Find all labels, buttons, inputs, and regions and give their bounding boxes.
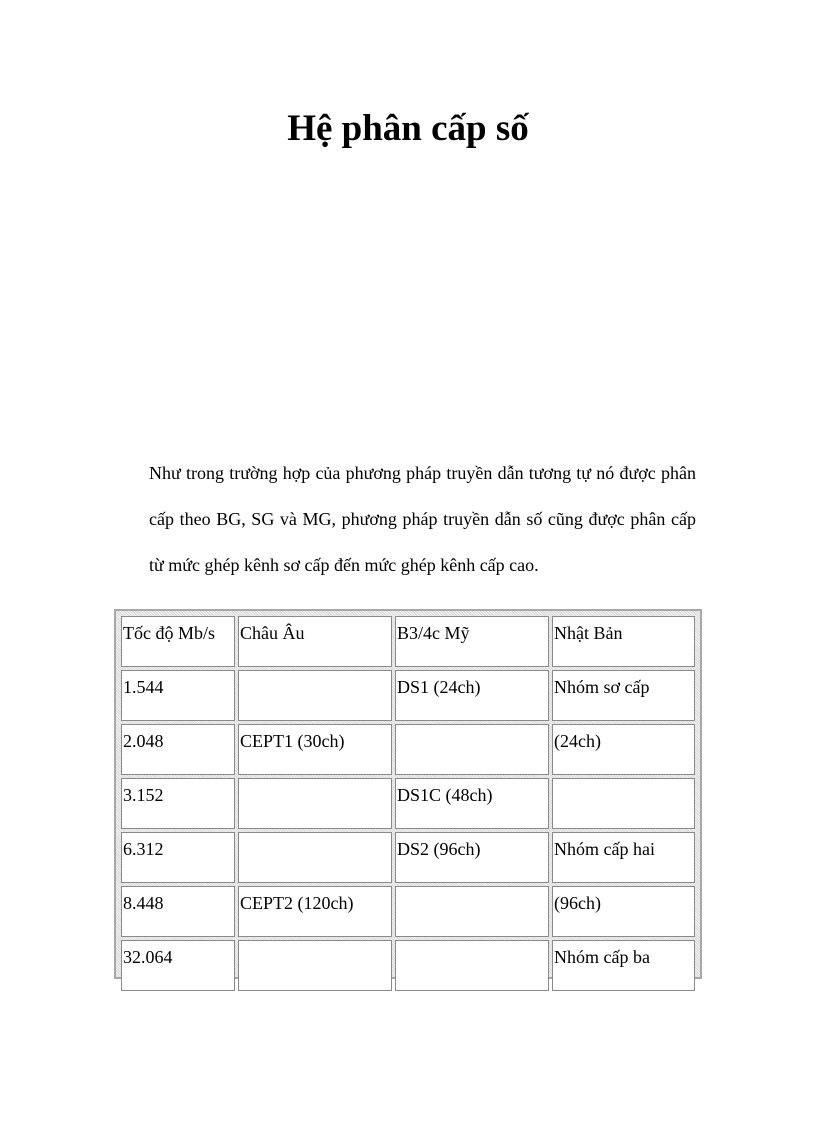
table-cell: 32.064 xyxy=(121,940,235,991)
table-cell: DS1C (48ch) xyxy=(395,778,549,829)
table-row xyxy=(121,724,695,775)
table-row xyxy=(121,778,695,829)
table-cell: (24ch) xyxy=(552,724,695,775)
table-cell xyxy=(238,940,392,991)
table-cell xyxy=(238,832,392,883)
table-cell xyxy=(395,940,549,991)
table-cell: 6.312 xyxy=(121,832,235,883)
table-cell xyxy=(552,778,695,829)
table-cell xyxy=(395,724,549,775)
table-cell xyxy=(238,778,392,829)
table-header-row xyxy=(121,616,695,667)
table-cell: 1.544 xyxy=(121,670,235,721)
table-cell: (96ch) xyxy=(552,886,695,937)
table-cell: Nhóm cấp ba xyxy=(552,940,695,991)
table-cell: DS1 (24ch) xyxy=(395,670,549,721)
table-cell: CEPT2 (120ch) xyxy=(238,886,392,937)
header-europe: Châu Âu xyxy=(238,616,392,667)
header-rate: Tốc độ Mb/s xyxy=(121,616,235,667)
table-cell: 3.152 xyxy=(121,778,235,829)
page-title: Hệ phân cấp số xyxy=(287,108,529,149)
intro-paragraph: Như trong trường hợp của phương pháp truyền dẫn tương tự nó được phân cấp theo BG, SG và MG, phương pháp truyền dẫn số cũng được phân cấp từ mức ghép kênh sơ cấp đến mức ghép kênh cấp cao. xyxy=(149,463,696,575)
table-cell: DS2 (96ch) xyxy=(395,832,549,883)
table-cell: 8.448 xyxy=(121,886,235,937)
header-japan: Nhật Bản xyxy=(552,616,695,667)
table-cell: Nhóm cấp hai xyxy=(552,832,695,883)
table-cell: CEPT1 (30ch) xyxy=(238,724,392,775)
table-row xyxy=(121,832,695,883)
digital-hierarchy-table xyxy=(114,609,702,979)
header-north-america: B3/4c Mỹ xyxy=(395,616,549,667)
table-cell: 2.048 xyxy=(121,724,235,775)
table-row xyxy=(121,670,695,721)
table-cell: Nhóm sơ cấp xyxy=(552,670,695,721)
table-cell xyxy=(238,670,392,721)
table-grid xyxy=(118,613,698,994)
table-row xyxy=(121,940,695,991)
table-row xyxy=(121,886,695,937)
table-cell xyxy=(395,886,549,937)
